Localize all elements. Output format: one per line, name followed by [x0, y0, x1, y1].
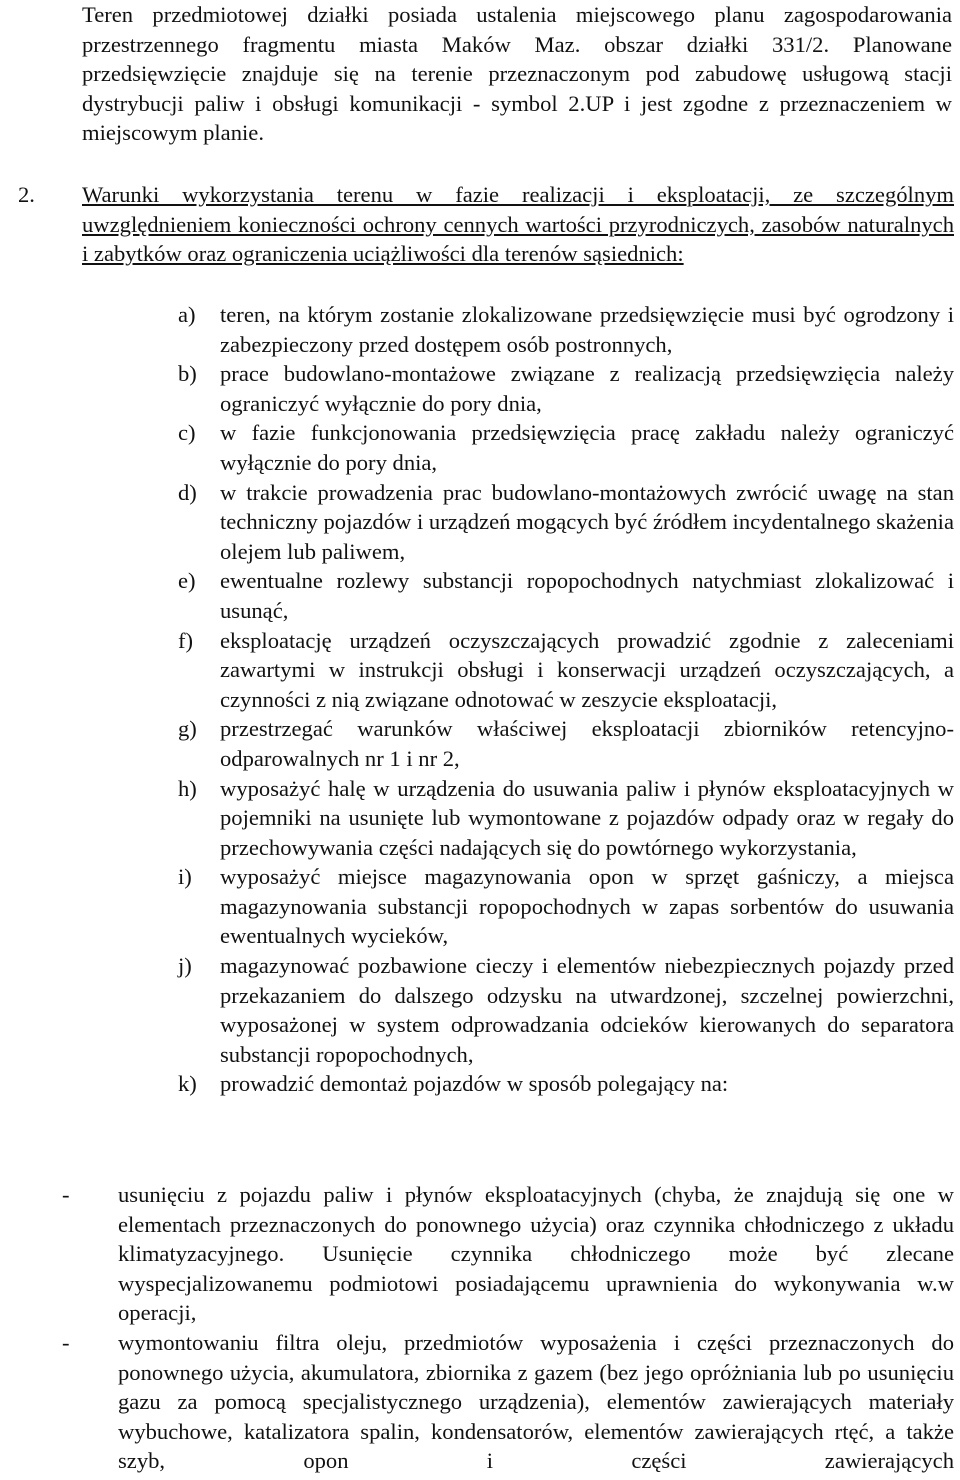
list-item	[178, 300, 954, 359]
list-item-label: d)	[178, 479, 197, 505]
list-item-text: eksploatację urządzeń oczyszczających prowadzić zgodnie z zaleceniami zawartymi w instrukcji obsługi i konserwacji urządzeń oczyszczających, a czynności z nią związane odnotować w zeszycie eksploatacji,	[220, 627, 954, 712]
dash-bullet: -	[62, 1329, 70, 1355]
list-item-label: j)	[178, 953, 192, 979]
list-item-text: prace budowlano-montażowe związane z realizacją przedsięwzięcia należy ograniczyć wyłącznie do pory dnia,	[220, 361, 954, 416]
list-item-label: i)	[178, 864, 192, 890]
list-item	[178, 566, 954, 625]
section-number: 2.	[18, 182, 35, 207]
list-item-text: prowadzić demontaż pojazdów w sposób polegający na:	[220, 1071, 729, 1097]
list-item-text: w fazie funkcjonowania przedsięwzięcia pracę zakładu należy ograniczyć wyłącznie do pory dnia,	[220, 420, 954, 475]
list-item	[178, 418, 954, 477]
list-item-label: e)	[178, 568, 196, 594]
intro-paragraph: Teren przedmiotowej działki posiada ustalenia miejscowego planu zagospodarowania przestrzennego fragmentu miasta Maków Maz. obszar działki 331/2. Planowane przedsięwzięcie znajduje się na terenie przeznaczonym pod zabudowę usługową stacji dystrybucji paliw i obsługi komunikacji - symbol 2.UP i jest zgodne z przeznaczeniem w miejscowym planie.	[82, 2, 952, 146]
list-item-label: g)	[178, 716, 197, 742]
dismantling-steps-list	[56, 1180, 954, 1476]
dash-bullet: -	[62, 1182, 70, 1207]
list-item	[178, 1069, 954, 1099]
list-item	[178, 951, 954, 1069]
list-item	[178, 862, 954, 951]
list-item-text: wyposażyć miejsce magazynowania opon w sprzęt gaśniczy, a miejsca magazynowania substancji ropopochodnych w zapas sorbentów do usuwania ewentualnych wycieków,	[220, 864, 954, 949]
list-item-label: f)	[178, 627, 194, 653]
list-item-label: k)	[178, 1071, 197, 1097]
list-item-label: a)	[178, 302, 196, 327]
section-heading: Warunki wykorzystania terenu w fazie realizacji i eksploatacji, ze szczególnym uwzględnieniem konieczności ochrony cennych wartości przyrodniczych, zasobów naturalnych i zabytków oraz ograniczenia uciążliwości dla terenów sąsiednich:	[82, 182, 954, 267]
dash-item-text: usunięciu z pojazdu paliw i płynów eksploatacyjnych (chyba, że znajdują się one w elementach przeznaczonych do ponownego użycia) oraz czynnika chłodniczego z układu klimatyzacyjnego. Usunięcie czynnika chłodniczego może być zlecane wyspecjalizowanemu podmiotowi posiadającemu uprawnienia do wykonywania w.w operacji,	[118, 1182, 954, 1326]
list-item	[178, 774, 954, 863]
list-item-text: magazynować pozbawione cieczy i elementów niebezpiecznych pojazdy przed przekazaniem do dalszego odzysku na utwardzonej, szczelnej powierzchni, wyposażonej w system odprowadzania odcieków kierowanych do separatora substancji ropopochodnych,	[220, 953, 954, 1067]
list-item-text: teren, na którym zostanie zlokalizowane przedsięwzięcie musi być ogrodzony i zabezpieczony przed dostępem osób postronnych,	[220, 302, 954, 357]
list-item	[178, 359, 954, 418]
list-item-text: w trakcie prowadzenia prac budowlano-montażowych zwrócić uwagę na stan techniczny pojazdów i urządzeń mogących być źródłem incydentalnego skażenia olejem lub paliwem,	[220, 479, 954, 564]
list-item-label: c)	[178, 420, 196, 446]
conditions-list	[178, 300, 954, 1099]
list-item-label: h)	[178, 775, 197, 801]
dash-list-item	[56, 1328, 954, 1476]
list-item-label: b)	[178, 361, 197, 387]
list-item-text: wyposażyć halę w urządzenia do usuwania paliw i płynów eksploatacyjnych w pojemniki na usunięte lub wymontowane z pojazdów odpady oraz w regały do przechowywania części nadających się do powtórnego wykorzystania,	[220, 775, 954, 860]
list-item	[178, 626, 954, 715]
list-item-text: ewentualne rozlewy substancji ropopochodnych natychmiast zlokalizować i usunąć,	[220, 568, 954, 623]
list-item	[178, 478, 954, 567]
dash-list-item	[56, 1180, 954, 1328]
dash-item-text: wymontowaniu filtra oleju, przedmiotów wyposażenia i części przeznaczonych do ponownego użycia, akumulatora, zbiornika z gazem (bez jego opróżniania lub po usunięciu gazu za pomocą specjalistycznego urządzenia), elementów zawierających materiały wybuchowe, katalizatora spalin, kondensatorów, elementów zawierających rtęć, a także szyb, opon i części zawierających	[118, 1329, 954, 1474]
list-item-text: przestrzegać warunków właściwej eksploatacji zbiorników retencyjno-odparowalnych nr 1 i nr 2,	[220, 716, 954, 771]
list-item	[178, 714, 954, 773]
